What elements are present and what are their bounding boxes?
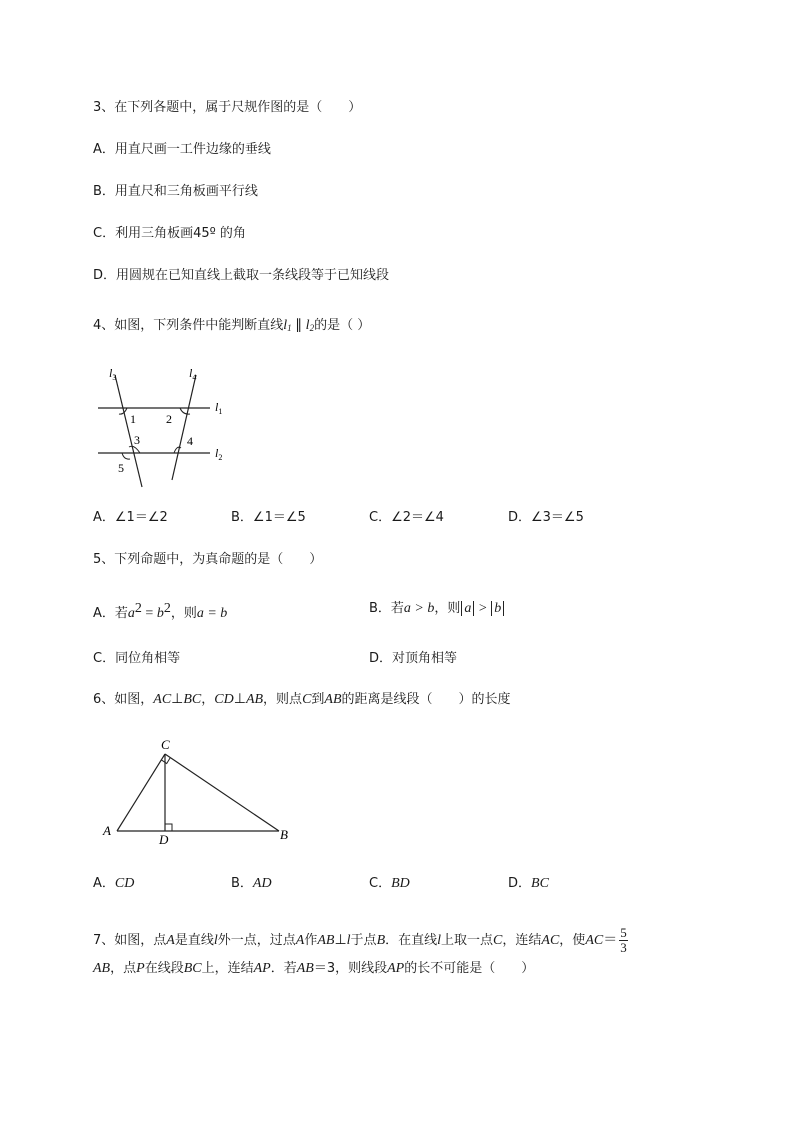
q5-a-sup-2: 2 — [163, 601, 171, 616]
q6-c: C — [302, 692, 312, 707]
q4-l1 — [283, 318, 291, 333]
q7-line-l-2: l — [346, 933, 351, 948]
q6-option-c-prefix: C． — [369, 876, 392, 891]
q7-point-a-2: A — [295, 933, 305, 948]
q4-parallel-sign: ∥ — [291, 318, 306, 333]
q5-a-conclusion: a = b — [196, 606, 228, 621]
q6-bc: BC — [183, 692, 202, 707]
q6-stem-a: 6、如图， — [93, 692, 154, 707]
q7-line-l-1: l — [213, 933, 218, 948]
q6-perp-1: ⊥ — [171, 692, 184, 707]
q4-l2-letter: l — [305, 318, 310, 333]
q7-point-p: P — [136, 961, 145, 976]
q7-fraction-numerator: 5 — [620, 925, 627, 940]
q7-text-4: 作 — [304, 933, 318, 948]
q6-option-b-prefix: B． — [231, 876, 253, 891]
q6-perp-2: ⊥ — [233, 692, 246, 707]
q7-text-10: ，使 — [559, 933, 586, 948]
q7-seg-ac-2: AC — [585, 933, 604, 948]
q7-text-1: 7、如图，点 — [93, 933, 167, 948]
q6-segment-ac — [117, 754, 165, 831]
q6-option-d — [508, 875, 549, 893]
q6-option-b — [231, 875, 272, 893]
q4-label-l3: $l_3$ — [109, 366, 117, 382]
q5-a-prefix: A．若 — [93, 606, 128, 621]
q7-point-b: B — [376, 933, 386, 948]
q6-figure — [100, 735, 300, 850]
q3-option-a: A．用直尺画一工件边缘的垂线 — [93, 142, 271, 157]
q4-line-l4 — [172, 375, 196, 480]
q7-text-t6: 的长不可能是（ ） — [404, 961, 535, 976]
q4-l2-sub: 2 — [309, 323, 315, 333]
q7-text-3: 外一点，过点 — [217, 933, 296, 948]
q7-text-t1: ，点 — [110, 961, 137, 976]
q5-option-c: C．同位角相等 — [93, 651, 181, 666]
q7-perp: ⊥ — [334, 933, 347, 948]
q7-fraction-denominator: 3 — [620, 940, 627, 955]
q6-cd: CD — [214, 692, 234, 707]
q4-angle-label-3: 3 — [134, 433, 140, 447]
q6-stem-c: 到 — [311, 692, 325, 707]
q4-l1-sub: 1 — [287, 323, 292, 333]
q6-label-a: A — [103, 823, 111, 838]
q4-label-l4: $l_4$ — [189, 366, 197, 382]
q4-l2 — [306, 318, 314, 333]
q4-option-a: A．∠1＝∠2 — [93, 510, 168, 525]
q7-text-t3: 上，连结 — [201, 961, 254, 976]
q4-angle-label-1: 1 — [130, 412, 136, 426]
q5-b-mid: ，则 — [434, 601, 461, 616]
q4-figure — [90, 360, 240, 492]
q6-label-b: B — [280, 827, 288, 842]
q7-point-c: C — [493, 933, 503, 948]
q7-text-8: 上取一点 — [441, 933, 494, 948]
q7-text-2: 是直线 — [174, 933, 214, 948]
q7-seg-ap-2: AP — [387, 961, 405, 976]
q6-option-d-prefix: D． — [508, 876, 532, 891]
q6-option-a — [93, 875, 134, 893]
q7-seg-ac-1: AC — [541, 933, 560, 948]
q7-line-2 — [93, 960, 534, 978]
q4-angle-arc-5 — [122, 453, 130, 459]
q5-stem: 5、下列命题中，为真命题的是（ ） — [93, 552, 323, 567]
q6-stem — [93, 691, 511, 709]
q7-text-7: ．在直线 — [385, 933, 438, 948]
q5-a-mid: ，则 — [170, 606, 197, 621]
q4-angle-label-4: 4 — [187, 434, 193, 448]
q5-a-math-a: a — [127, 606, 135, 621]
q6-comma: ， — [201, 692, 215, 707]
q5-option-a — [93, 600, 227, 623]
q6-option-c-value: BD — [391, 876, 410, 891]
q7-fraction — [619, 926, 628, 955]
q6-option-a-prefix: A． — [93, 876, 115, 891]
q4-angle-label-2: 2 — [166, 412, 172, 426]
q4-label-l1: $l_1$ — [215, 400, 223, 416]
q3-option-c: C．利用三角板画45º 的角 — [93, 226, 246, 241]
q4-stem-text-a: 4、如图，下列条件中能判断直线 — [93, 318, 284, 333]
q7-seg-bc: BC — [183, 961, 202, 976]
q5-b-abs-b: b — [491, 601, 504, 616]
q7-text-t4: ．若 — [270, 961, 297, 976]
q7-seg-ab-3: AB — [296, 961, 314, 976]
q6-ab-2: AB — [324, 692, 342, 707]
q7-seg-ab-1: AB — [317, 933, 335, 948]
q7-line-1 — [93, 926, 628, 955]
q6-label-d: D — [159, 832, 169, 847]
q6-ac: AC — [153, 692, 172, 707]
q4-angle-arc-3 — [129, 446, 140, 453]
q4-option-b: B．∠1＝∠5 — [231, 510, 306, 525]
q7-line-l-3: l — [437, 933, 442, 948]
q5-b-gt: > — [475, 601, 491, 616]
q7-seg-ap-1: AP — [253, 961, 271, 976]
q4-l1-letter: l — [283, 318, 288, 333]
q7-point-a-1: A — [166, 933, 175, 948]
q6-stem-d: 的距离是线段（ ）的长度 — [341, 692, 511, 707]
q4-option-d: D．∠3＝∠5 — [508, 510, 584, 525]
q5-b-math: a > b — [403, 601, 435, 616]
q3-stem: 3、在下列各题中，属于尺规作图的是（ ） — [93, 100, 362, 115]
q5-a-sup-1: 2 — [134, 601, 142, 616]
q6-label-c: C — [161, 737, 170, 752]
q5-b-abs-a: a — [461, 601, 474, 616]
q5-option-b — [369, 600, 505, 618]
q5-b-prefix: B．若 — [369, 601, 404, 616]
q4-label-l2: $l_2$ — [215, 446, 223, 462]
q6-stem-b: ，则点 — [263, 692, 303, 707]
q4-option-c: C．∠2＝∠4 — [369, 510, 444, 525]
q3-option-d: D．用圆规在已知直线上截取一条线段等于已知线段 — [93, 268, 390, 283]
q4-angle-arc-4 — [174, 447, 181, 453]
q6-segment-bc — [165, 754, 279, 831]
q7-text-9: ，连结 — [502, 933, 542, 948]
q5-a-equals: = — [141, 606, 157, 621]
q6-ab: AB — [245, 692, 264, 707]
q6-option-c — [369, 875, 410, 893]
q7-text-t2: 在线段 — [144, 961, 184, 976]
q4-stem-text-b: 的是（ ） — [314, 318, 371, 333]
q4-angle-label-5: 5 — [118, 461, 124, 475]
q6-option-b-value: AD — [252, 876, 272, 891]
q4-stem — [93, 317, 370, 337]
q7-equals: ＝ — [603, 933, 618, 948]
q7-seg-ab-2: AB — [93, 961, 111, 976]
q6-right-angle-d — [165, 824, 172, 831]
q7-text-6: 于点 — [350, 933, 377, 948]
q5-option-d: D．对顶角相等 — [369, 651, 458, 666]
q6-option-d-value: BC — [531, 876, 549, 891]
q5-a-math-b: b — [156, 606, 164, 621]
q6-option-a-value: CD — [114, 876, 135, 891]
q7-text-t5: ＝3，则线段 — [313, 961, 388, 976]
q3-option-b: B．用直尺和三角板画平行线 — [93, 184, 258, 199]
